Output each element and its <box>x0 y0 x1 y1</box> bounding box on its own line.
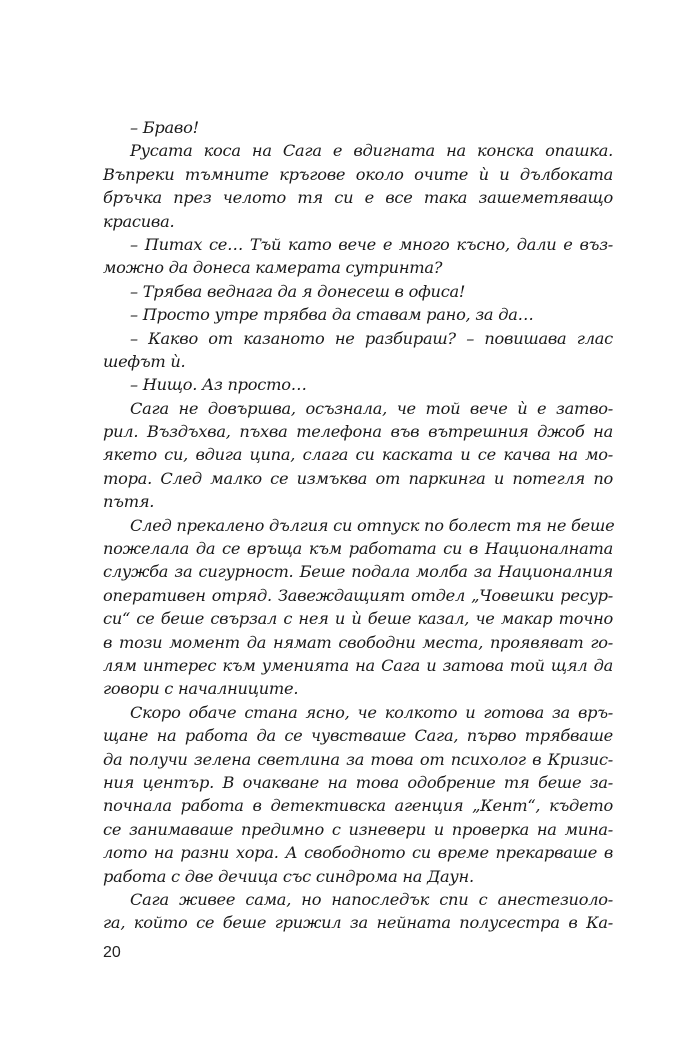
text-line: След прекалено дългия си отпуск по болест тя не беше <box>130 515 615 535</box>
text-line: се занимаваше предимно с изневери и проверка на мина- <box>103 819 613 839</box>
text-line: щане на работа да се чувстваше Сага, първо трябваше <box>103 726 613 746</box>
text-line: работа с две дечица със синдрома на Даун. <box>103 866 474 886</box>
text-line: Сага живее сама, но напоследък спи с анестезиоло- <box>130 889 613 909</box>
text-line: Русата коса на Сага е вдигната на конска опашка. <box>130 141 613 161</box>
text-line: оперативен отряд. Завеждащият отдел „Човешки ресур- <box>103 585 613 605</box>
page-number: 20 <box>103 944 121 961</box>
text-line: служба за сигурност. Беше подала молба за Националния <box>103 562 613 582</box>
text-line: рил. Въздъхва, пъхва телефона във вътрешния джоб на <box>103 422 613 442</box>
text-line: – Нищо. Аз просто… <box>130 375 307 395</box>
text-line: бръчка през челото тя си е все така зашеметяващо <box>103 188 613 208</box>
text-line: якето си, вдига ципа, слага си каската и се качва на мо- <box>103 445 613 465</box>
text-line: – Трябва веднага да я донесеш в офиса! <box>130 281 466 301</box>
text-line: почнала работа в детективска агенция „Кент“, където <box>103 796 613 816</box>
text-line: га, който се беше грижил за нейната полусестра в Ка- <box>103 913 613 933</box>
text-line: да получи зелена светлина за това от психолог в Кризис- <box>103 749 613 769</box>
text-line: Скоро обаче стана ясно, че колкото и готова за връ- <box>130 702 613 722</box>
text-line: можно да донеса камерата сутринта? <box>103 258 443 278</box>
text-line: в този момент да нямат свободни места, проявяват го- <box>103 632 613 652</box>
text-line: ния център. В очакване на това одобрение тя беше за- <box>103 772 613 792</box>
text-line: – Питах се… Тъй като вече е много късно, дали е въз- <box>130 234 613 254</box>
text-line: пожелала да се връща към работата си в Националната <box>103 539 613 559</box>
text-line: – Просто утре трябва да ставам рано, за да… <box>130 305 534 325</box>
text-line: красива. <box>103 211 175 231</box>
text-line: пътя. <box>103 492 155 512</box>
text-line: Сага не довършва, осъзнала, че той вече ѝ е затво- <box>130 398 613 418</box>
text-line: си“ се беше свързал с нея и ѝ беше казал, че макар точно <box>103 609 613 629</box>
text-line: – Браво! <box>130 118 199 137</box>
text-line: Въпреки тъмните кръгове около очите ѝ и дълбоката <box>103 164 613 184</box>
text-line: говори с началниците. <box>103 679 299 699</box>
text-line: тора. След малко се измъква от паркинга и потегля по <box>103 468 613 488</box>
text-line: шефът ѝ. <box>103 351 186 371</box>
text-line: лям интерес към уменията на Сага и затова той щял да <box>103 655 613 675</box>
page-text <box>103 116 613 935</box>
text-line: лото на разни хора. А свободното си време прекарваше в <box>103 843 613 863</box>
text-line: – Какво от казаното не разбираш? – повишава глас <box>130 328 613 348</box>
